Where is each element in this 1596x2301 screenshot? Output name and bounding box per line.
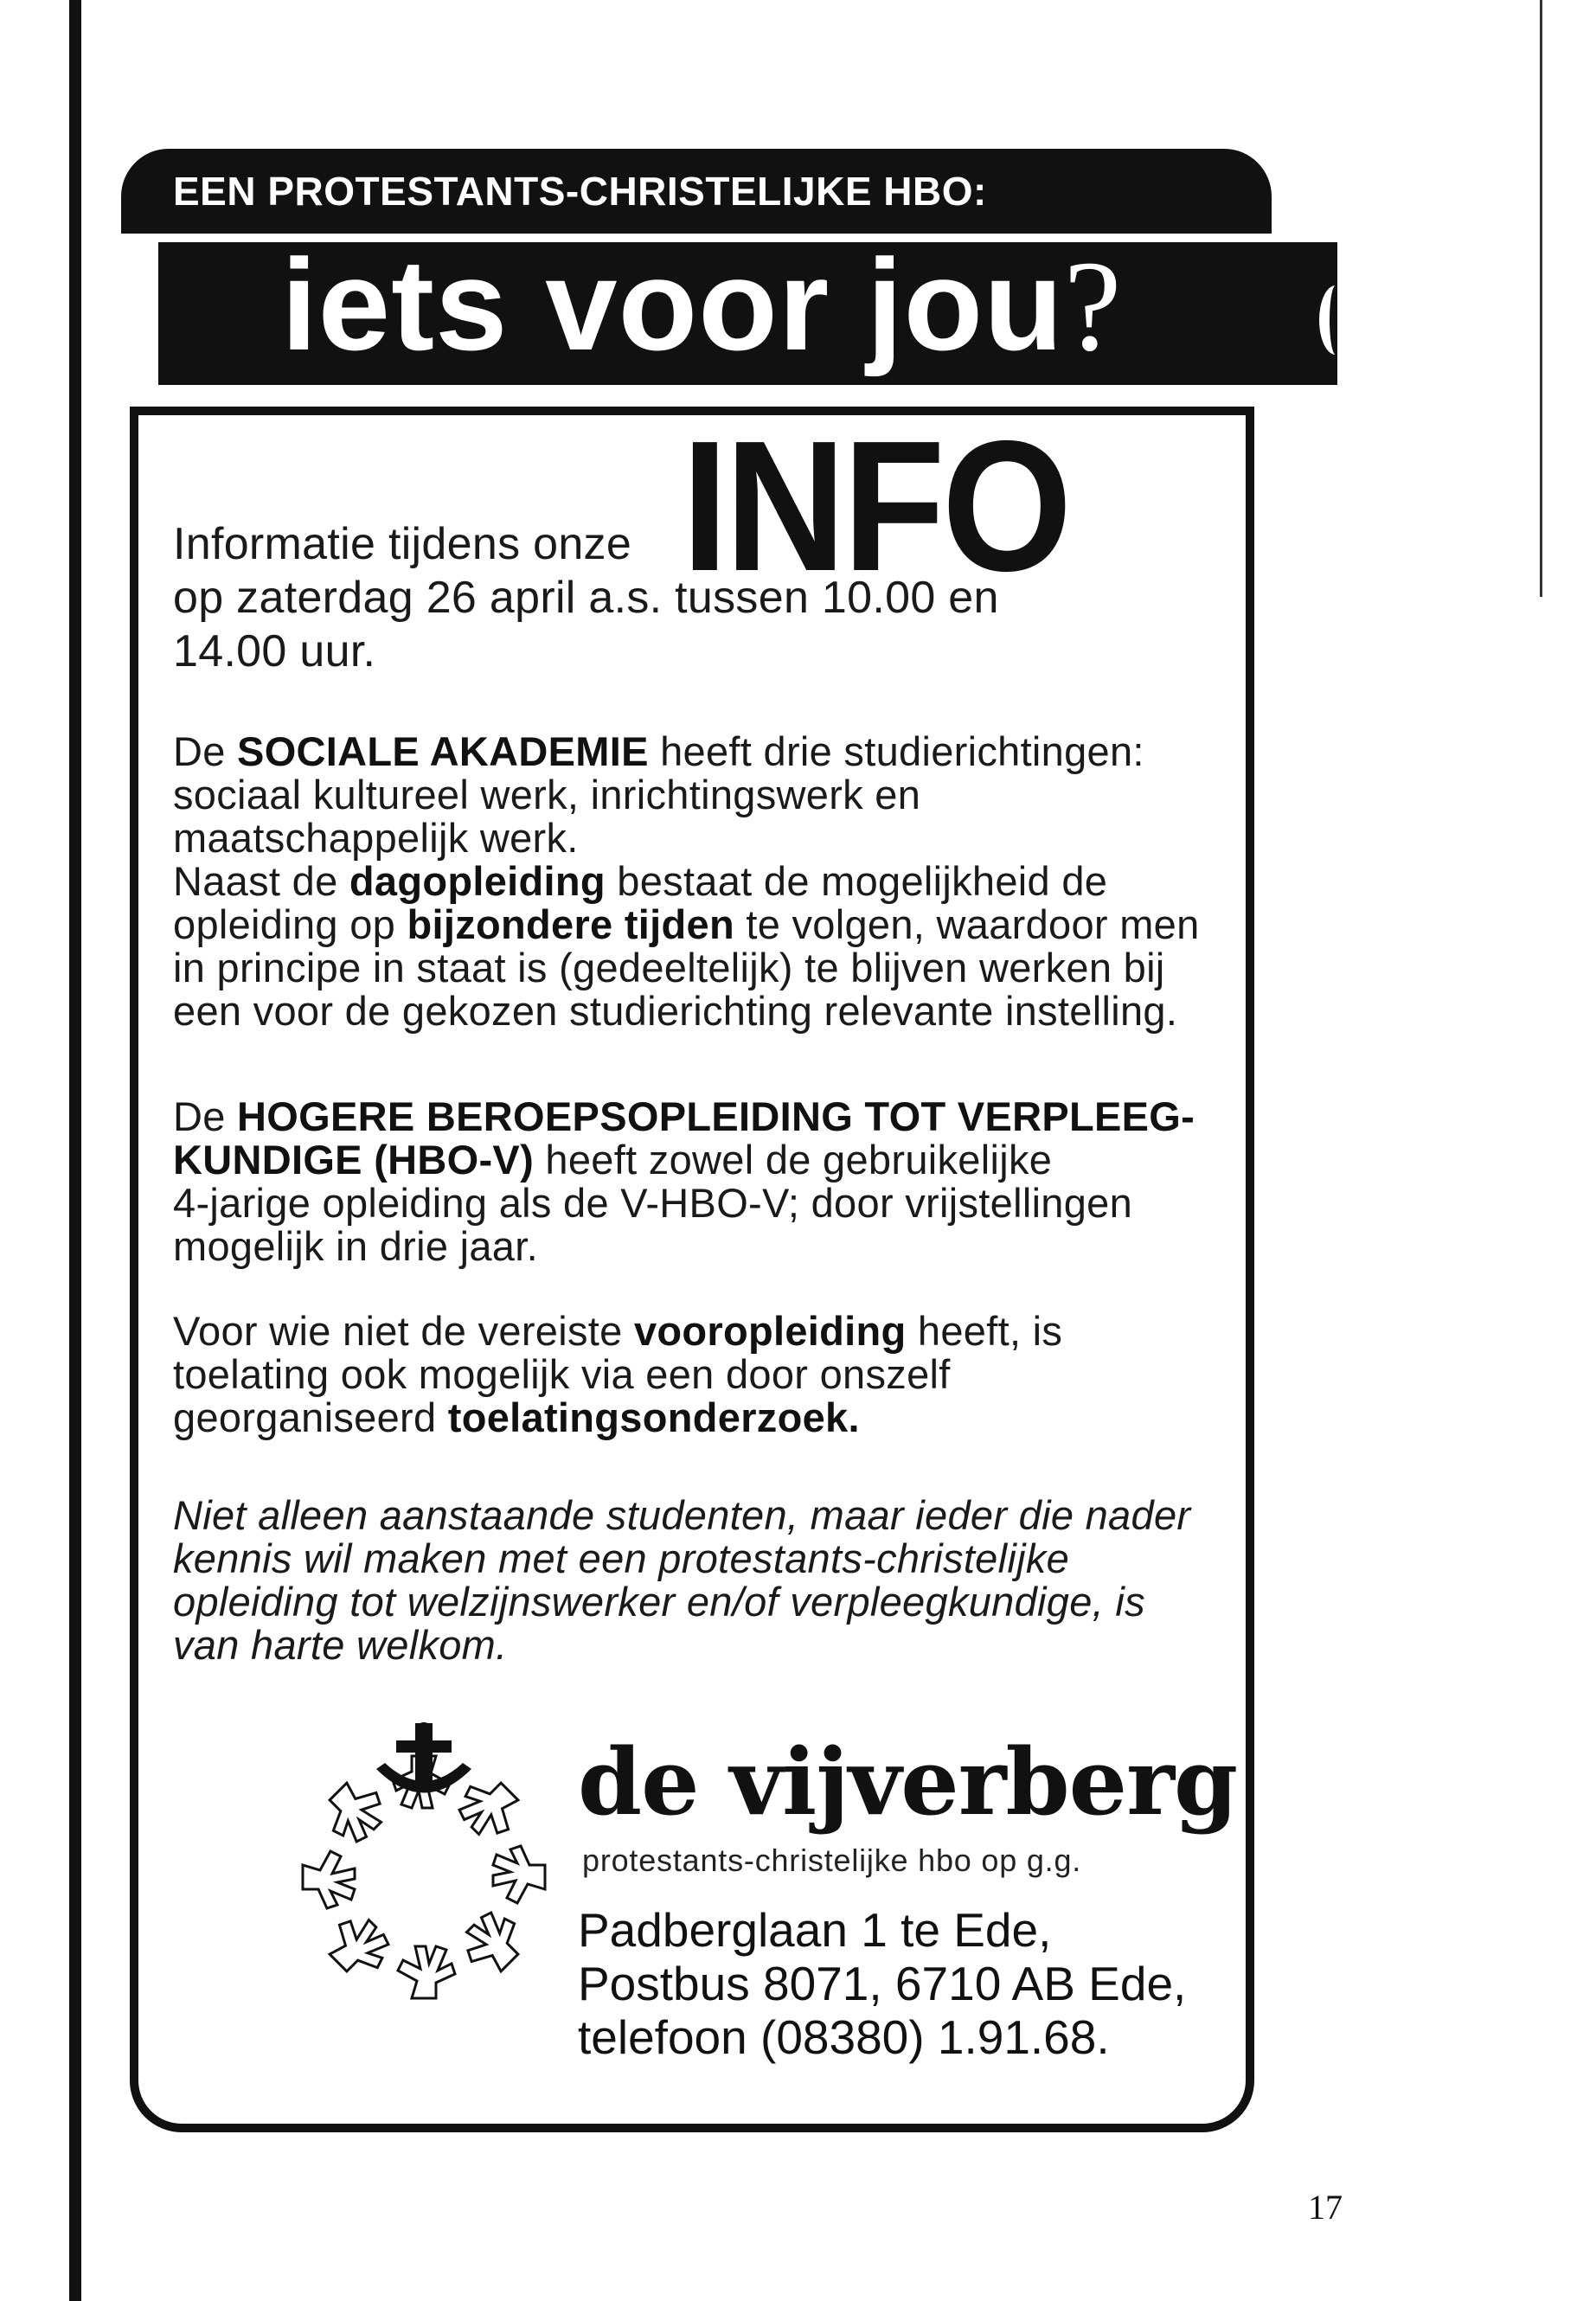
- text-span: Naast de: [173, 858, 349, 904]
- sociale-paragraph-line: een voor de gekozen studierichting relevante instelling.: [173, 988, 1178, 1034]
- vooropleiding-paragraph-line: toelating ook mogelijk via een door onszelf: [173, 1351, 951, 1397]
- page-edge-line: [1540, 0, 1542, 597]
- sociale-paragraph-line: [173, 859, 1107, 904]
- text-span: De: [173, 1093, 238, 1139]
- text-span: heeft drie studierichtingen:: [648, 728, 1144, 774]
- address-line: telefoon (08380) 1.91.68.: [578, 2010, 1110, 2064]
- headline-question-mark: ?: [1063, 234, 1123, 378]
- brand-subtitle: protestants-christelijke hbo op g.g.: [582, 1843, 1082, 1878]
- vijverberg-logo-icon: [285, 1721, 562, 2016]
- address-line: Padberglaan 1 te Ede,: [578, 1903, 1052, 1957]
- text-span: opleiding op: [173, 901, 407, 947]
- headline-text: iets voor jou: [281, 232, 1064, 377]
- toelatingsonderzoek-label: toelatingsonderzoek.: [447, 1394, 860, 1440]
- sociale-paragraph-line: in principe in staat is (gedeeltelijk) te blijven werken bij: [173, 945, 1165, 990]
- vooropleiding-label: vooropleiding: [633, 1308, 907, 1354]
- sociale-paragraph-line: [173, 902, 1200, 947]
- hbov-title: HOGERE BEROEPSOPLEIDING TOT VERPLEEG-: [237, 1093, 1195, 1139]
- info-line-3: 14.00 uur.: [173, 626, 376, 676]
- header-banner: [121, 149, 1272, 234]
- text-span: heeft zowel de gebruikelijke: [534, 1137, 1053, 1183]
- hbov-paragraph-line: 4-jarige opleiding als de V-HBO-V; door vrijstellingen: [173, 1180, 1133, 1226]
- welcome-line: Niet alleen aanstaande studenten, maar ieder die nader: [173, 1492, 1191, 1538]
- sociale-akademie-label: SOCIALE AKADEMIE: [237, 728, 649, 774]
- welcome-line: opleiding tot welzijnswerker en/of verpleegkundige, is: [173, 1579, 1145, 1625]
- text-span: georganiseerd: [173, 1394, 448, 1440]
- info-line-2: op zaterdag 26 april a.s. tussen 10.00 en: [173, 573, 999, 623]
- info-heading: INFO: [682, 401, 1069, 610]
- info-line-1: Informatie tijdens onze: [173, 519, 632, 569]
- page-number: 17: [1308, 2188, 1343, 2227]
- brand-name: de vijverberg: [578, 1727, 1238, 1836]
- hbov-paragraph-line: [173, 1094, 1195, 1139]
- vooropleiding-paragraph-line: [173, 1395, 860, 1440]
- hbov-title: KUNDIGE (HBO-V): [173, 1137, 535, 1183]
- text-span: De: [173, 728, 238, 774]
- text-span: Voor wie niet de vereiste: [173, 1308, 634, 1354]
- sociale-paragraph-line: maatschappelijk werk.: [173, 815, 579, 861]
- hbov-paragraph-line: [173, 1138, 1052, 1183]
- welcome-line: van harte welkom.: [173, 1622, 508, 1668]
- vooropleiding-paragraph-line: [173, 1309, 1062, 1354]
- welcome-line: kennis wil maken met een protestants-christelijke: [173, 1535, 1070, 1581]
- page-margin-line: [69, 0, 81, 2301]
- headline: [281, 227, 1122, 384]
- address-line: Postbus 8071, 6710 AB Ede,: [578, 1957, 1187, 2010]
- hbov-paragraph-line: mogelijk in drie jaar.: [173, 1223, 538, 1269]
- text-span: heeft, is: [906, 1308, 1063, 1354]
- sociale-paragraph-line: [173, 729, 1144, 774]
- text-span: bestaat de mogelijkheid de: [605, 858, 1108, 904]
- dagopleiding-label: dagopleiding: [349, 858, 606, 904]
- header-text: EEN PROTESTANTS-CHRISTELIJKE HBO:: [173, 169, 987, 214]
- bijzondere-tijden-label: bijzondere tijden: [407, 901, 734, 947]
- sociale-paragraph-line: sociaal kultureel werk, inrichtingswerk en: [173, 772, 921, 817]
- text-span: te volgen, waardoor men: [734, 901, 1200, 947]
- bracket-shape: [1319, 285, 1352, 355]
